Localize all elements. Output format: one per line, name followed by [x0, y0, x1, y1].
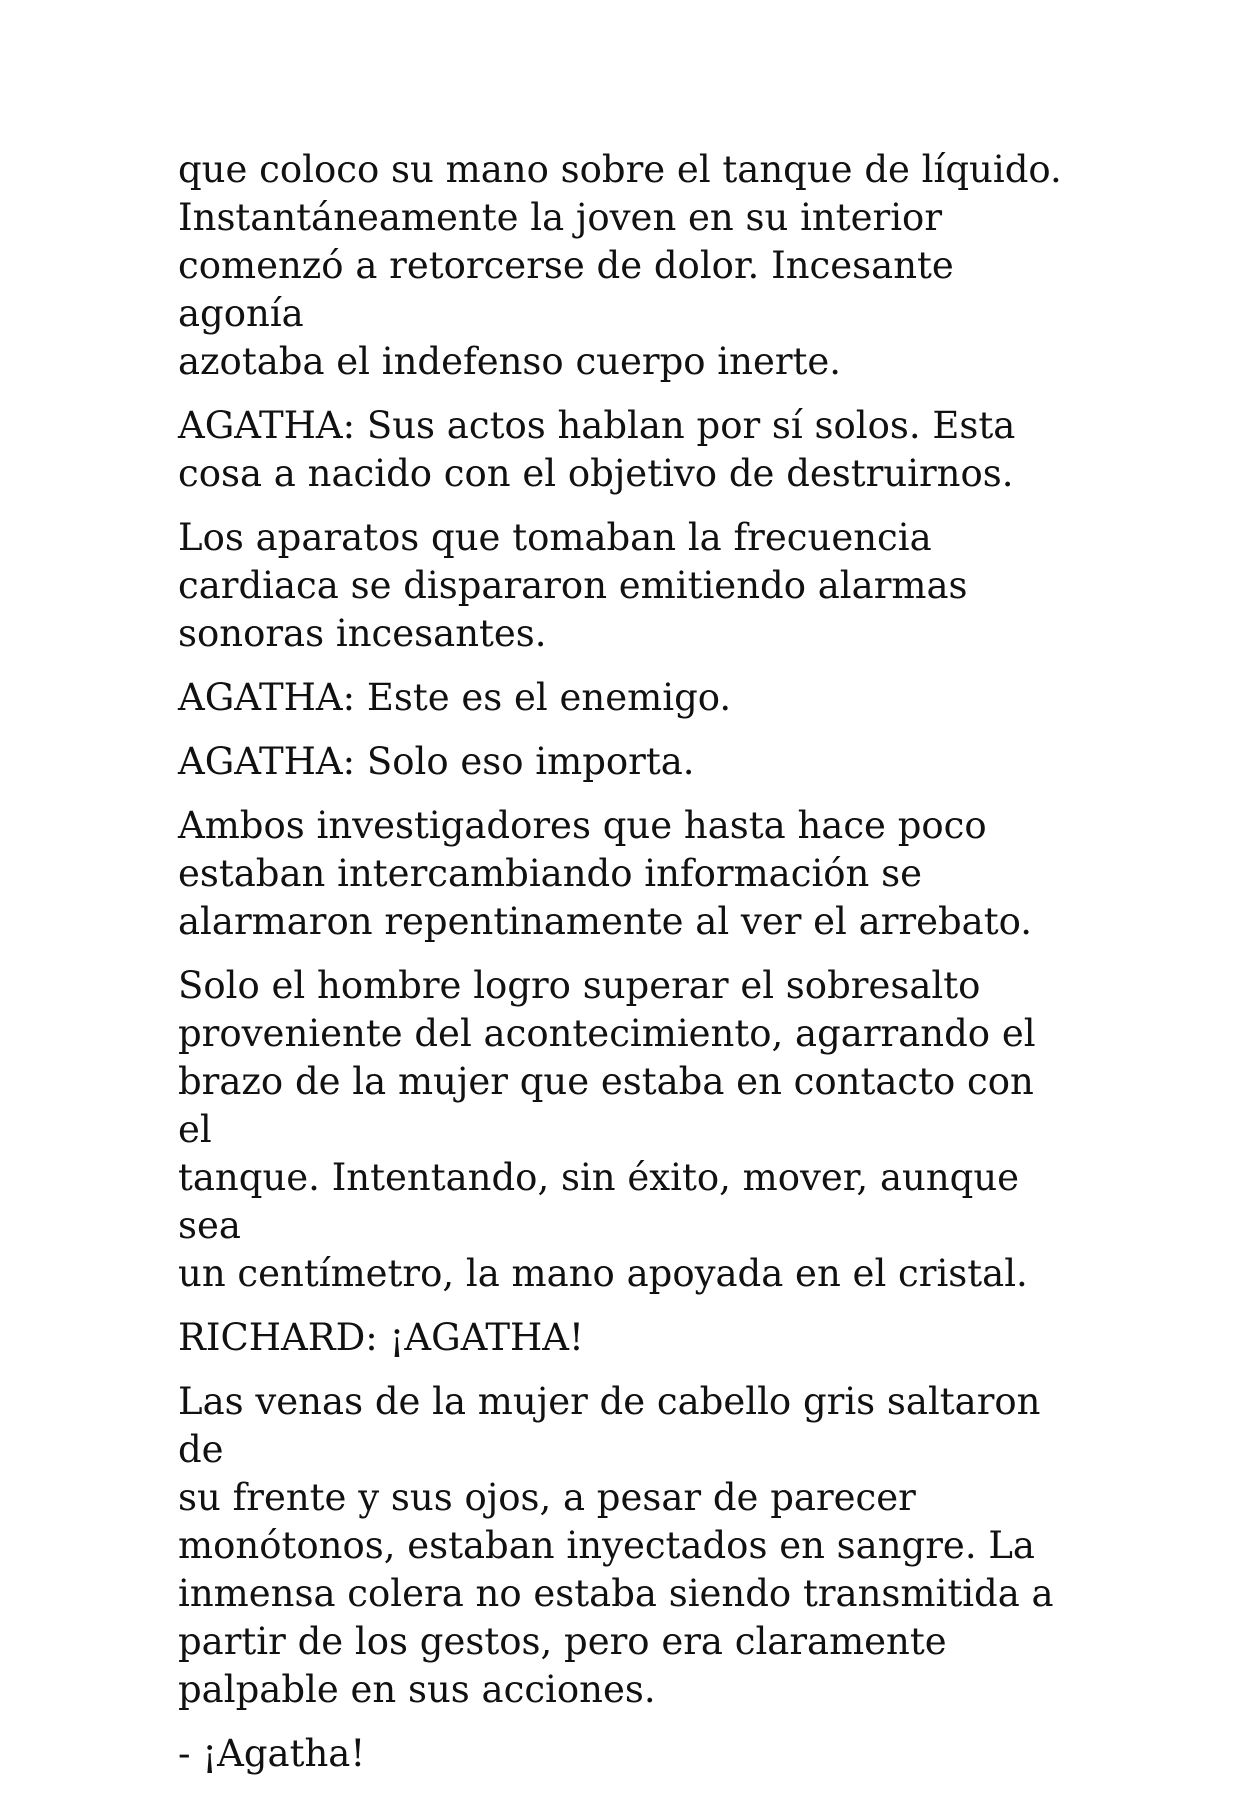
paragraph-narration: que coloco su mano sobre el tanque de líquido. Instantáneamente la joven en su interior comenzó a retorcerse de dolor. Incesante agonía azotaba el indefenso cuerpo inerte.: [178, 148, 1062, 383]
document-page: [178, 146, 1078, 1794]
paragraph-dialogue: AGATHA: Sus actos hablan por sí solos. Esta cosa a nacido con el objetivo de destruirnos.: [178, 404, 1016, 495]
paragraph-narration: Los aparatos que tomaban la frecuencia cardiaca se dispararon emitiendo alarmas sonoras incesantes.: [178, 516, 968, 655]
paragraph-dialogue: AGATHA: Este es el enemigo.: [178, 676, 732, 719]
paragraph-narration: Solo el hombre logro superar el sobresalto proveniente del acontecimiento, agarrando el brazo de la mujer que estaba en contacto con el tanque. Intentando, sin éxito, mover, aunque sea un centímetro, la mano apoyada en el cristal.: [178, 964, 1036, 1295]
paragraph-dialogue: RICHARD: ¡AGATHA!: [178, 1316, 584, 1359]
paragraph-dialogue: AGATHA: Solo eso importa.: [178, 740, 695, 783]
paragraph-narration: Ambos investigadores que hasta hace poco estaban intercambiando información se alarmaron repentinamente al ver el arrebato.: [178, 804, 1032, 943]
paragraph-dialogue: - ¡Agatha!: [178, 1732, 366, 1775]
paragraph-narration: Las venas de la mujer de cabello gris saltaron de su frente y sus ojos, a pesar de parecer monótonos, estaban inyectados en sangre. La inmensa colera no estaba siendo transmitida a partir de los gestos, pero era claramente palpable en sus acciones.: [178, 1380, 1054, 1711]
